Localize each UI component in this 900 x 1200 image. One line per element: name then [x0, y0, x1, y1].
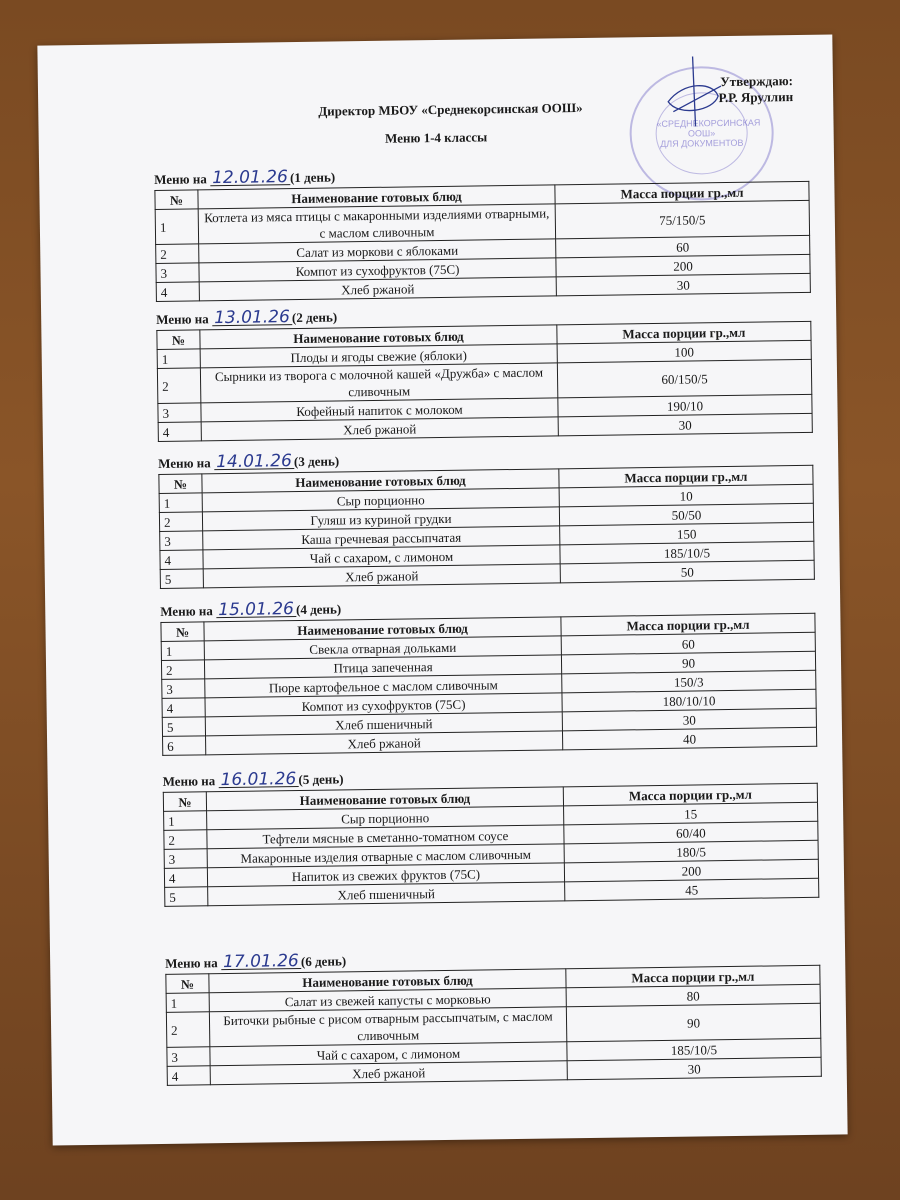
column-header: №	[166, 974, 209, 994]
dish-name: Тефтели мясные в сметанно-томатном соусе	[207, 825, 564, 849]
dish-name: Сыр порционно	[202, 488, 559, 512]
dish-name: Птица запеченная	[204, 655, 561, 679]
row-number: 3	[156, 263, 199, 283]
day-label: (5 день)	[298, 771, 344, 788]
dish-name: Хлеб ржаной	[203, 564, 560, 588]
row-number: 3	[160, 531, 203, 551]
day-menu-5	[163, 765, 820, 907]
column-header: Масса порции гр.,мл	[566, 965, 820, 988]
column-header: Масса порции гр.,мл	[557, 321, 811, 344]
portion-mass: 15	[564, 802, 818, 825]
portion-mass: 30	[567, 1057, 821, 1080]
row-number: 5	[160, 569, 203, 589]
day-label: (4 день)	[295, 601, 342, 618]
portion-mass: 30	[562, 708, 816, 731]
dish-name: Хлеб пшеничный	[205, 712, 562, 736]
column-header: №	[161, 622, 204, 642]
portion-mass: 30	[558, 413, 812, 436]
portion-mass: 200	[564, 859, 818, 882]
menu-date: 16.01.26	[218, 772, 298, 788]
row-number: 5	[165, 887, 208, 907]
dish-name: Чай с сахаром, с лимоном	[203, 545, 560, 569]
approval-block	[718, 73, 793, 106]
portion-mass: 50	[560, 560, 814, 583]
row-number: 4	[162, 698, 205, 718]
row-number: 2	[157, 368, 200, 404]
row-number: 2	[166, 1012, 209, 1048]
row-number: 2	[164, 830, 207, 850]
row-number: 3	[158, 403, 201, 423]
director-line: Директор МБОУ «Среднекорсинская ООШ»	[318, 99, 583, 119]
column-header: №	[159, 474, 202, 494]
portion-mass: 185/10/5	[567, 1038, 821, 1061]
dish-name: Сырники из творога с молочной кашей «Дружба» с маслом сливочным	[200, 363, 557, 403]
portion-mass: 80	[566, 984, 820, 1007]
menu-prefix: Меню на	[160, 603, 213, 619]
portion-mass: 75/150/5	[555, 200, 809, 239]
row-number: 1	[161, 641, 204, 661]
dish-name: Каша гречневая рассыпчатая	[203, 526, 560, 550]
dish-name: Компот из сухофруктов (75С)	[205, 693, 562, 717]
document-title: Меню 1-4 классы	[385, 129, 488, 146]
portion-mass: 200	[556, 254, 810, 277]
menu-date: 13.01.26	[212, 310, 292, 326]
menu-date: 17.01.26	[221, 954, 301, 970]
column-header: №	[157, 330, 200, 350]
row-number: 1	[164, 811, 207, 831]
portion-mass: 190/10	[558, 394, 812, 417]
row-number: 1	[159, 493, 202, 513]
menu-prefix: Меню на	[154, 171, 207, 187]
dish-name: Хлеб ржаной	[210, 1061, 567, 1085]
portion-mass: 10	[559, 484, 813, 507]
menu-table	[160, 613, 817, 756]
menu-table	[165, 965, 821, 1086]
column-header: №	[155, 190, 198, 210]
column-header: Масса порции гр.,мл	[561, 613, 815, 636]
day-label: (6 день)	[300, 953, 347, 970]
portion-mass: 150/3	[562, 670, 816, 693]
dish-name: Сыр порционно	[207, 806, 564, 830]
portion-mass: 185/10/5	[560, 541, 814, 564]
dish-name: Макаронные изделия отварные с маслом сливочным	[207, 844, 564, 868]
stamp-text: ДЛЯ ДОКУМЕНТОВ	[660, 137, 744, 149]
day-menu-1	[154, 163, 811, 302]
approver-name: Р.Р. Яруллин	[718, 89, 794, 106]
dish-name: Свекла отварная дольками	[204, 636, 561, 660]
row-number: 3	[164, 849, 207, 869]
dish-name: Хлеб ржаной	[199, 277, 556, 301]
row-number: 4	[164, 868, 207, 888]
dish-name: Хлеб ржаной	[201, 417, 558, 441]
portion-mass: 150	[560, 522, 814, 545]
menu-date: 15.01.26	[216, 602, 296, 618]
column-header: Масса порции гр.,мл	[555, 181, 809, 204]
dish-name: Салат из свежей капусты с морковью	[209, 988, 566, 1012]
portion-mass: 60	[556, 235, 810, 258]
day-menu-4	[160, 595, 817, 756]
dish-name: Пюре картофельное с маслом сливочным	[205, 674, 562, 698]
column-header: Масса порции гр.,мл	[559, 465, 813, 488]
row-number: 4	[160, 550, 203, 570]
dish-name: Напиток из свежих фруктов (75С)	[207, 863, 564, 887]
row-number: 2	[156, 244, 199, 264]
menu-prefix: Меню на	[165, 955, 218, 971]
row-number: 1	[155, 209, 198, 245]
column-header: Наименование готовых блюд	[206, 787, 563, 811]
portion-mass: 100	[557, 340, 811, 363]
dish-name: Биточки рыбные с рисом отварным рассыпчатым, с маслом сливочным	[209, 1007, 566, 1047]
portion-mass: 40	[562, 727, 816, 750]
dish-name: Салат из моркови с яблоками	[199, 239, 556, 263]
day-label: (1 день)	[289, 169, 336, 186]
menu-document	[37, 35, 847, 1146]
menu-table	[154, 181, 810, 302]
column-header: Наименование готовых блюд	[202, 469, 559, 493]
column-header: №	[163, 792, 206, 812]
dish-name: Компот из сухофруктов (75С)	[199, 258, 556, 282]
row-number: 3	[162, 679, 205, 699]
portion-mass: 45	[565, 878, 819, 901]
stamp-text: «СРЕДНЕКОРСИНСКАЯ	[656, 117, 761, 129]
dish-name: Плоды и ягоды свежие (яблоки)	[200, 344, 557, 368]
signature	[663, 56, 724, 127]
portion-mass: 180/10/10	[562, 689, 816, 712]
menu-table	[163, 783, 820, 907]
column-header: Масса порции гр.,мл	[563, 783, 817, 806]
column-header: Наименование готовых блюд	[198, 185, 555, 209]
row-number: 5	[162, 717, 205, 737]
row-number: 4	[158, 422, 201, 442]
portion-mass: 180/5	[564, 840, 818, 863]
portion-mass: 30	[556, 273, 810, 296]
portion-mass: 60/40	[564, 821, 818, 844]
portion-mass: 90	[566, 1003, 820, 1042]
menu-table	[156, 321, 812, 442]
column-header: Наименование готовых блюд	[204, 617, 561, 641]
row-number: 1	[157, 349, 200, 369]
approve-label: Утверждаю:	[720, 73, 794, 90]
row-number: 2	[161, 660, 204, 680]
dish-name: Гуляш из куриной грудки	[202, 507, 559, 531]
menu-date: 12.01.26	[210, 170, 290, 186]
menu-prefix: Меню на	[162, 773, 216, 789]
row-number: 4	[167, 1066, 210, 1086]
day-menu-3	[158, 447, 815, 589]
row-number: 3	[167, 1047, 210, 1067]
day-menu-2	[156, 303, 813, 442]
day-label: (2 день)	[291, 309, 338, 326]
dish-name: Кофейный напиток с молоком	[201, 398, 558, 422]
menu-prefix: Меню на	[156, 311, 209, 327]
menu-prefix: Меню на	[158, 455, 211, 471]
dish-name: Хлеб пшеничный	[208, 882, 565, 906]
menu-date: 14.01.26	[214, 454, 294, 470]
dish-name: Хлеб ржаной	[206, 731, 563, 755]
portion-mass: 60/150/5	[557, 359, 811, 398]
column-header: Наименование готовых блюд	[200, 325, 557, 349]
menu-table	[158, 465, 815, 589]
day-menu-6	[165, 947, 822, 1086]
dish-name: Чай с сахаром, с лимоном	[210, 1042, 567, 1066]
row-number: 2	[159, 512, 202, 532]
day-label: (3 день)	[293, 453, 340, 470]
column-header: Наименование готовых блюд	[209, 969, 566, 993]
dish-name: Котлета из мяса птицы с макаронными изделиями отварными, с маслом сливочным	[198, 204, 555, 244]
row-number: 4	[156, 282, 199, 302]
stamp-text: ООШ»	[687, 128, 716, 139]
portion-mass: 90	[561, 651, 815, 674]
portion-mass: 60	[561, 632, 815, 655]
portion-mass: 50/50	[559, 503, 813, 526]
row-number: 1	[166, 993, 209, 1013]
row-number: 6	[163, 736, 206, 756]
